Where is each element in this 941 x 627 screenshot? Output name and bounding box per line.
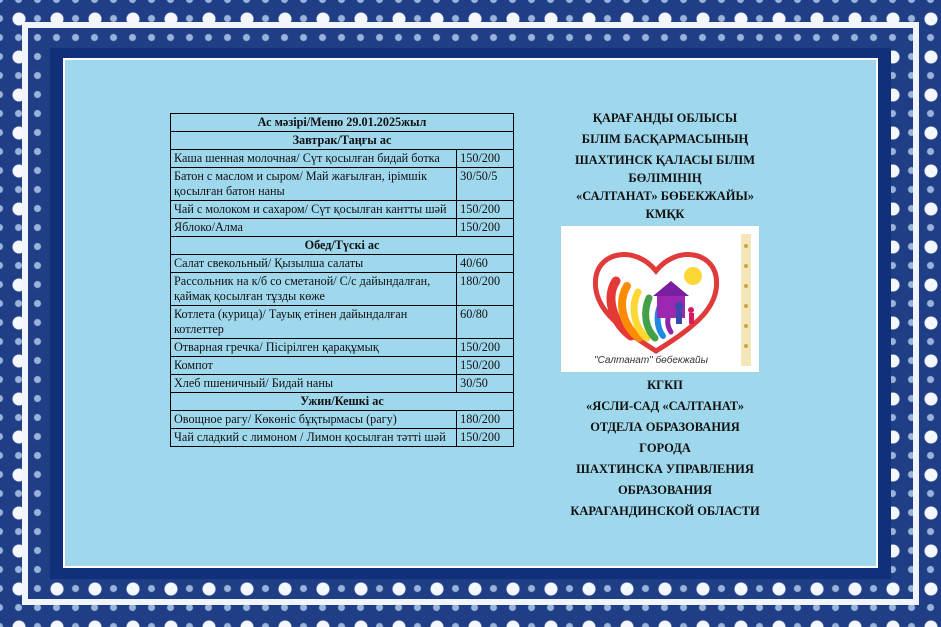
org-kz-line: ШАХТИНСК ҚАЛАСЫ БІЛІМ xyxy=(574,153,756,167)
dish-name: Отварная гречка/ Пісірілген қарақұмық xyxy=(171,339,457,357)
dish-qty: 150/200 xyxy=(457,201,514,219)
dish-qty: 150/200 xyxy=(457,339,514,357)
dish-name: Батон с маслом и сыром/ Май жағылған, ірімшік қосылған батон наны xyxy=(171,168,457,201)
dish-name: Салат свекольный/ Қызылша салаты xyxy=(171,255,457,273)
org-title-kz xyxy=(540,108,790,222)
table-row xyxy=(171,411,514,429)
org-ru-line: ОТДЕЛА ОБРАЗОВАНИЯ xyxy=(590,420,740,434)
dish-name: Компот xyxy=(171,357,457,375)
org-kz-line: КМҚК xyxy=(645,207,685,221)
table-row xyxy=(171,357,514,375)
org-title-ru xyxy=(540,375,790,522)
dish-name: Яблоко/Алма xyxy=(171,219,457,237)
table-row xyxy=(171,168,514,201)
dish-qty: 40/60 xyxy=(457,255,514,273)
table-row xyxy=(171,150,514,168)
dish-qty: 150/200 xyxy=(457,219,514,237)
org-kz-line: ҚАРАҒАНДЫ ОБЛЫСЫ xyxy=(592,111,738,125)
dish-name: Хлеб пшеничный/ Бидай наны xyxy=(171,375,457,393)
dish-name: Котлета (курица)/ Тауық етінен дайындалған котлеттер xyxy=(171,306,457,339)
dish-qty: 150/200 xyxy=(457,150,514,168)
lunch-header: Обед/Түскі ас xyxy=(171,237,514,255)
org-ru-line: ОБРАЗОВАНИЯ xyxy=(617,483,713,497)
dish-qty: 180/200 xyxy=(457,411,514,429)
table-row xyxy=(171,429,514,447)
dish-name: Каша шенная молочная/ Сүт қосылған бидай ботка xyxy=(171,150,457,168)
dish-name: Рассольник на к/б со сметаной/ С/с дайындалған, қаймақ қосылған тұзды көже xyxy=(171,273,457,306)
table-row xyxy=(171,219,514,237)
dish-qty: 150/200 xyxy=(457,429,514,447)
table-row xyxy=(171,255,514,273)
org-ru-line: ГОРОДА xyxy=(639,441,691,455)
org-kz-line: «САЛТАНАТ» БӨБЕКЖАЙЫ» xyxy=(575,189,755,203)
table-row xyxy=(171,273,514,306)
dish-qty: 30/50/5 xyxy=(457,168,514,201)
dish-name: Чай с молоком и сахаром/ Сүт қосылған кантты шәй xyxy=(171,201,457,219)
dish-qty: 180/200 xyxy=(457,273,514,306)
dinner-header: Ужин/Кешкі ас xyxy=(171,393,514,411)
breakfast-header: Завтрак/Таңғы ас xyxy=(171,132,514,150)
menu-title: Ас мәзірі/Меню 29.01.2025жыл xyxy=(171,114,514,132)
org-ru-line: ШАХТИНСКА УПРАВЛЕНИЯ xyxy=(576,462,754,476)
logo-caption: "Салтанат" бөбекжайы xyxy=(594,355,708,366)
table-row xyxy=(171,306,514,339)
org-ru-line: КГКП xyxy=(647,378,683,392)
dish-qty: 30/50 xyxy=(457,375,514,393)
org-ru-line: «ЯСЛИ-САД «САЛТАНАТ» xyxy=(585,399,744,413)
table-row xyxy=(171,201,514,219)
dish-name: Овощное рагу/ Көкөніс бұқтырмасы (рагу) xyxy=(171,411,457,429)
menu-table xyxy=(170,113,514,447)
org-kz-line: БӨЛІМІНІҢ xyxy=(628,171,702,185)
dish-qty: 150/200 xyxy=(457,357,514,375)
dish-qty: 60/80 xyxy=(457,306,514,339)
table-row xyxy=(171,339,514,357)
kindergarten-logo xyxy=(561,226,759,372)
table-row xyxy=(171,375,514,393)
heart-logo-icon xyxy=(561,226,759,372)
org-kz-line: БІЛІМ БАСҚАРМАСЫНЫҢ xyxy=(581,132,749,146)
org-ru-line: КАРАГАНДИНСКОЙ ОБЛАСТИ xyxy=(570,504,760,518)
dish-name: Чай сладкий с лимоном / Лимон қосылған тәтті шәй xyxy=(171,429,457,447)
